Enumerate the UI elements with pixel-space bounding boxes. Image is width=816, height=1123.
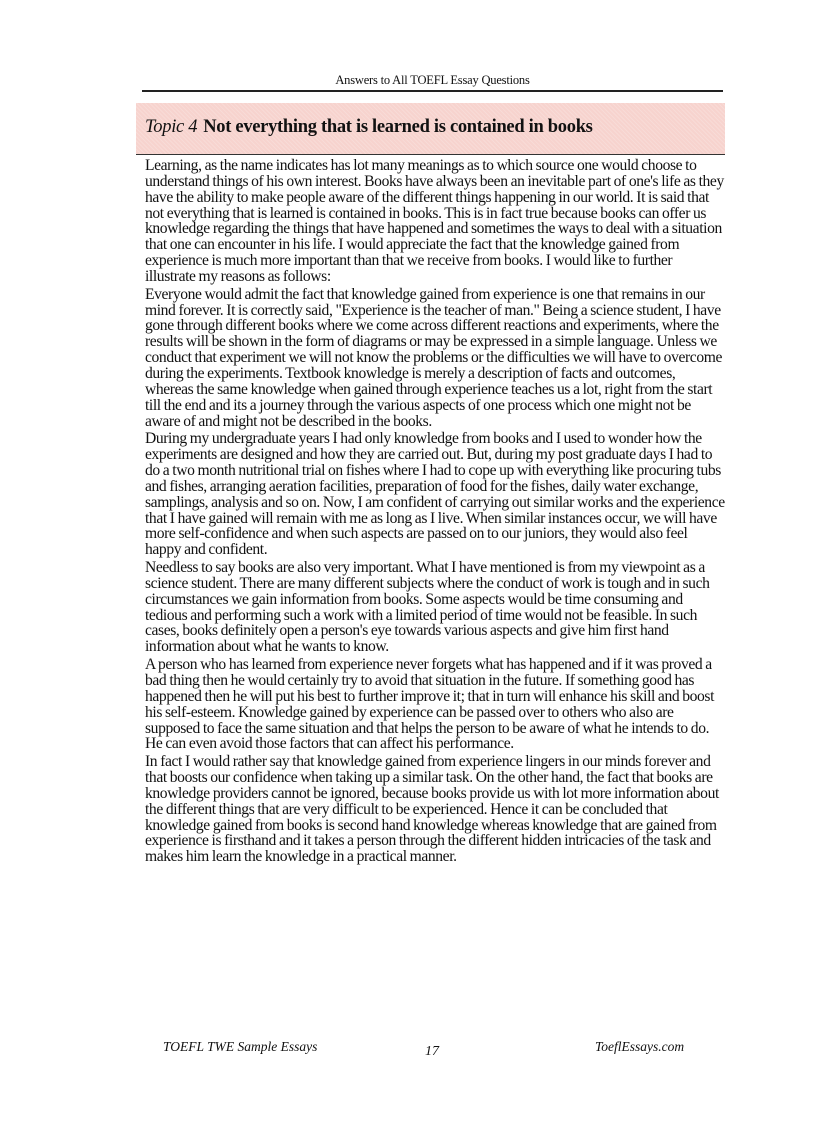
- paragraph: In fact I would rather say that knowledge gained from experience lingers in our minds forever and that boosts our confidence when taking up a similar task. On the other hand, the fact that books are knowledge providers cannot be ignored, because books provide us with lot more information about the different things that are very difficult to be experienced. Hence it can be concluded that knowledge gained from books is second hand knowledge whereas knowledge that are gained from experience is firsthand and it takes a person through the different hidden intricacies of the task and makes him learn the knowledge in a practical manner.: [145, 753, 719, 866]
- footer-left: TOEFL TWE Sample Essays: [163, 1039, 318, 1054]
- page-number: 17: [425, 1044, 439, 1059]
- paragraph: Everyone would admit the fact that knowledge gained from experience is one that remains in our mind forever. It is correctly said, "Experience is the teacher of man." Being a science student, I have gone through different books where we come across different reactions and experiments, where the results will be shown in the form of diagrams or may be expressed in a simple language. Unless we conduct that experiment we will not know the problems or the difficulties we will have to overcome during the experiments. Textbook knowledge is merely a description of facts and outcomes, whereas the same knowledge when gained through experience teaches us a lot, right from the start till the end and its a journey through the various aspects of one process which one might not be aware of and might not be described in the books.: [145, 285, 722, 430]
- paragraph: Learning, as the name indicates has lot many meanings as to which source one would choose to understand things of his own interest. Books have always been an inevitable part of one's life as they have the ability to make people aware of the different things happening in our world. It is said that not everything that is learned is contained in books. This is in fact true because books can offer us knowledge regarding the things that have happened and sometimes the ways to deal with a situation that one can encounter in his life. I would appreciate the fact that the knowledge gained from experience is much more important than that we receive from books. I would like to further illustrate my reasons as follows:: [145, 157, 724, 285]
- paragraph: During my undergraduate years I had only knowledge from books and I used to wonder how the experiments are designed and how they are carried out. But, during my post graduate days I had to do a two month nutritional trial on fishes where I had to cope up with everything like procuring tubs and fishes, arranging aeration facilities, preparation of food for the fishes, daily water exchange, samplings, analysis and so on. Now, I am confident of carrying out similar works and the experience that I have gained will remain with me as long as I live. When similar instances occur, we will have more self-confidence and when such aspects are passed on to our juniors, they would also feel happy and confident.: [145, 430, 725, 559]
- essay-body: [145, 158, 725, 867]
- footer-right: ToeflEssays.com: [595, 1039, 685, 1054]
- paragraph: Needless to say books are also very important. What I have mentioned is from my viewpoint as a science student. There are many different subjects where the conduct of work is tough and in such circumstances we gain information from books. Some aspects would be time consuming and tedious and performing such a work with a limited period of time would not be feasible. In such cases, books definitely open a person's eye towards various aspects and give him first hand information about what he wants to know.: [145, 559, 710, 656]
- topic-number: Topic 4: [145, 117, 198, 137]
- topic-heading: Not everything that is learned is contained in books: [203, 117, 593, 137]
- running-header: Answers to All TOEFL Essay Questions: [335, 73, 530, 87]
- topic-band-rule: [136, 154, 725, 155]
- header-rule: [142, 90, 723, 92]
- topic-title: [145, 117, 593, 138]
- paragraph: A person who has learned from experience never forgets what has happened and if it was proved a bad thing then he would certainly try to avoid that situation in the future. If something good has happened then he will put his best to further improve it; that in turn will enhance his skill and boost his self-esteem. Knowledge gained by experience can be passed over to others who also are supposed to face the same situation and that helps the person to be aware of what he intends to do. He can even avoid those factors that can affect his performance.: [145, 656, 715, 753]
